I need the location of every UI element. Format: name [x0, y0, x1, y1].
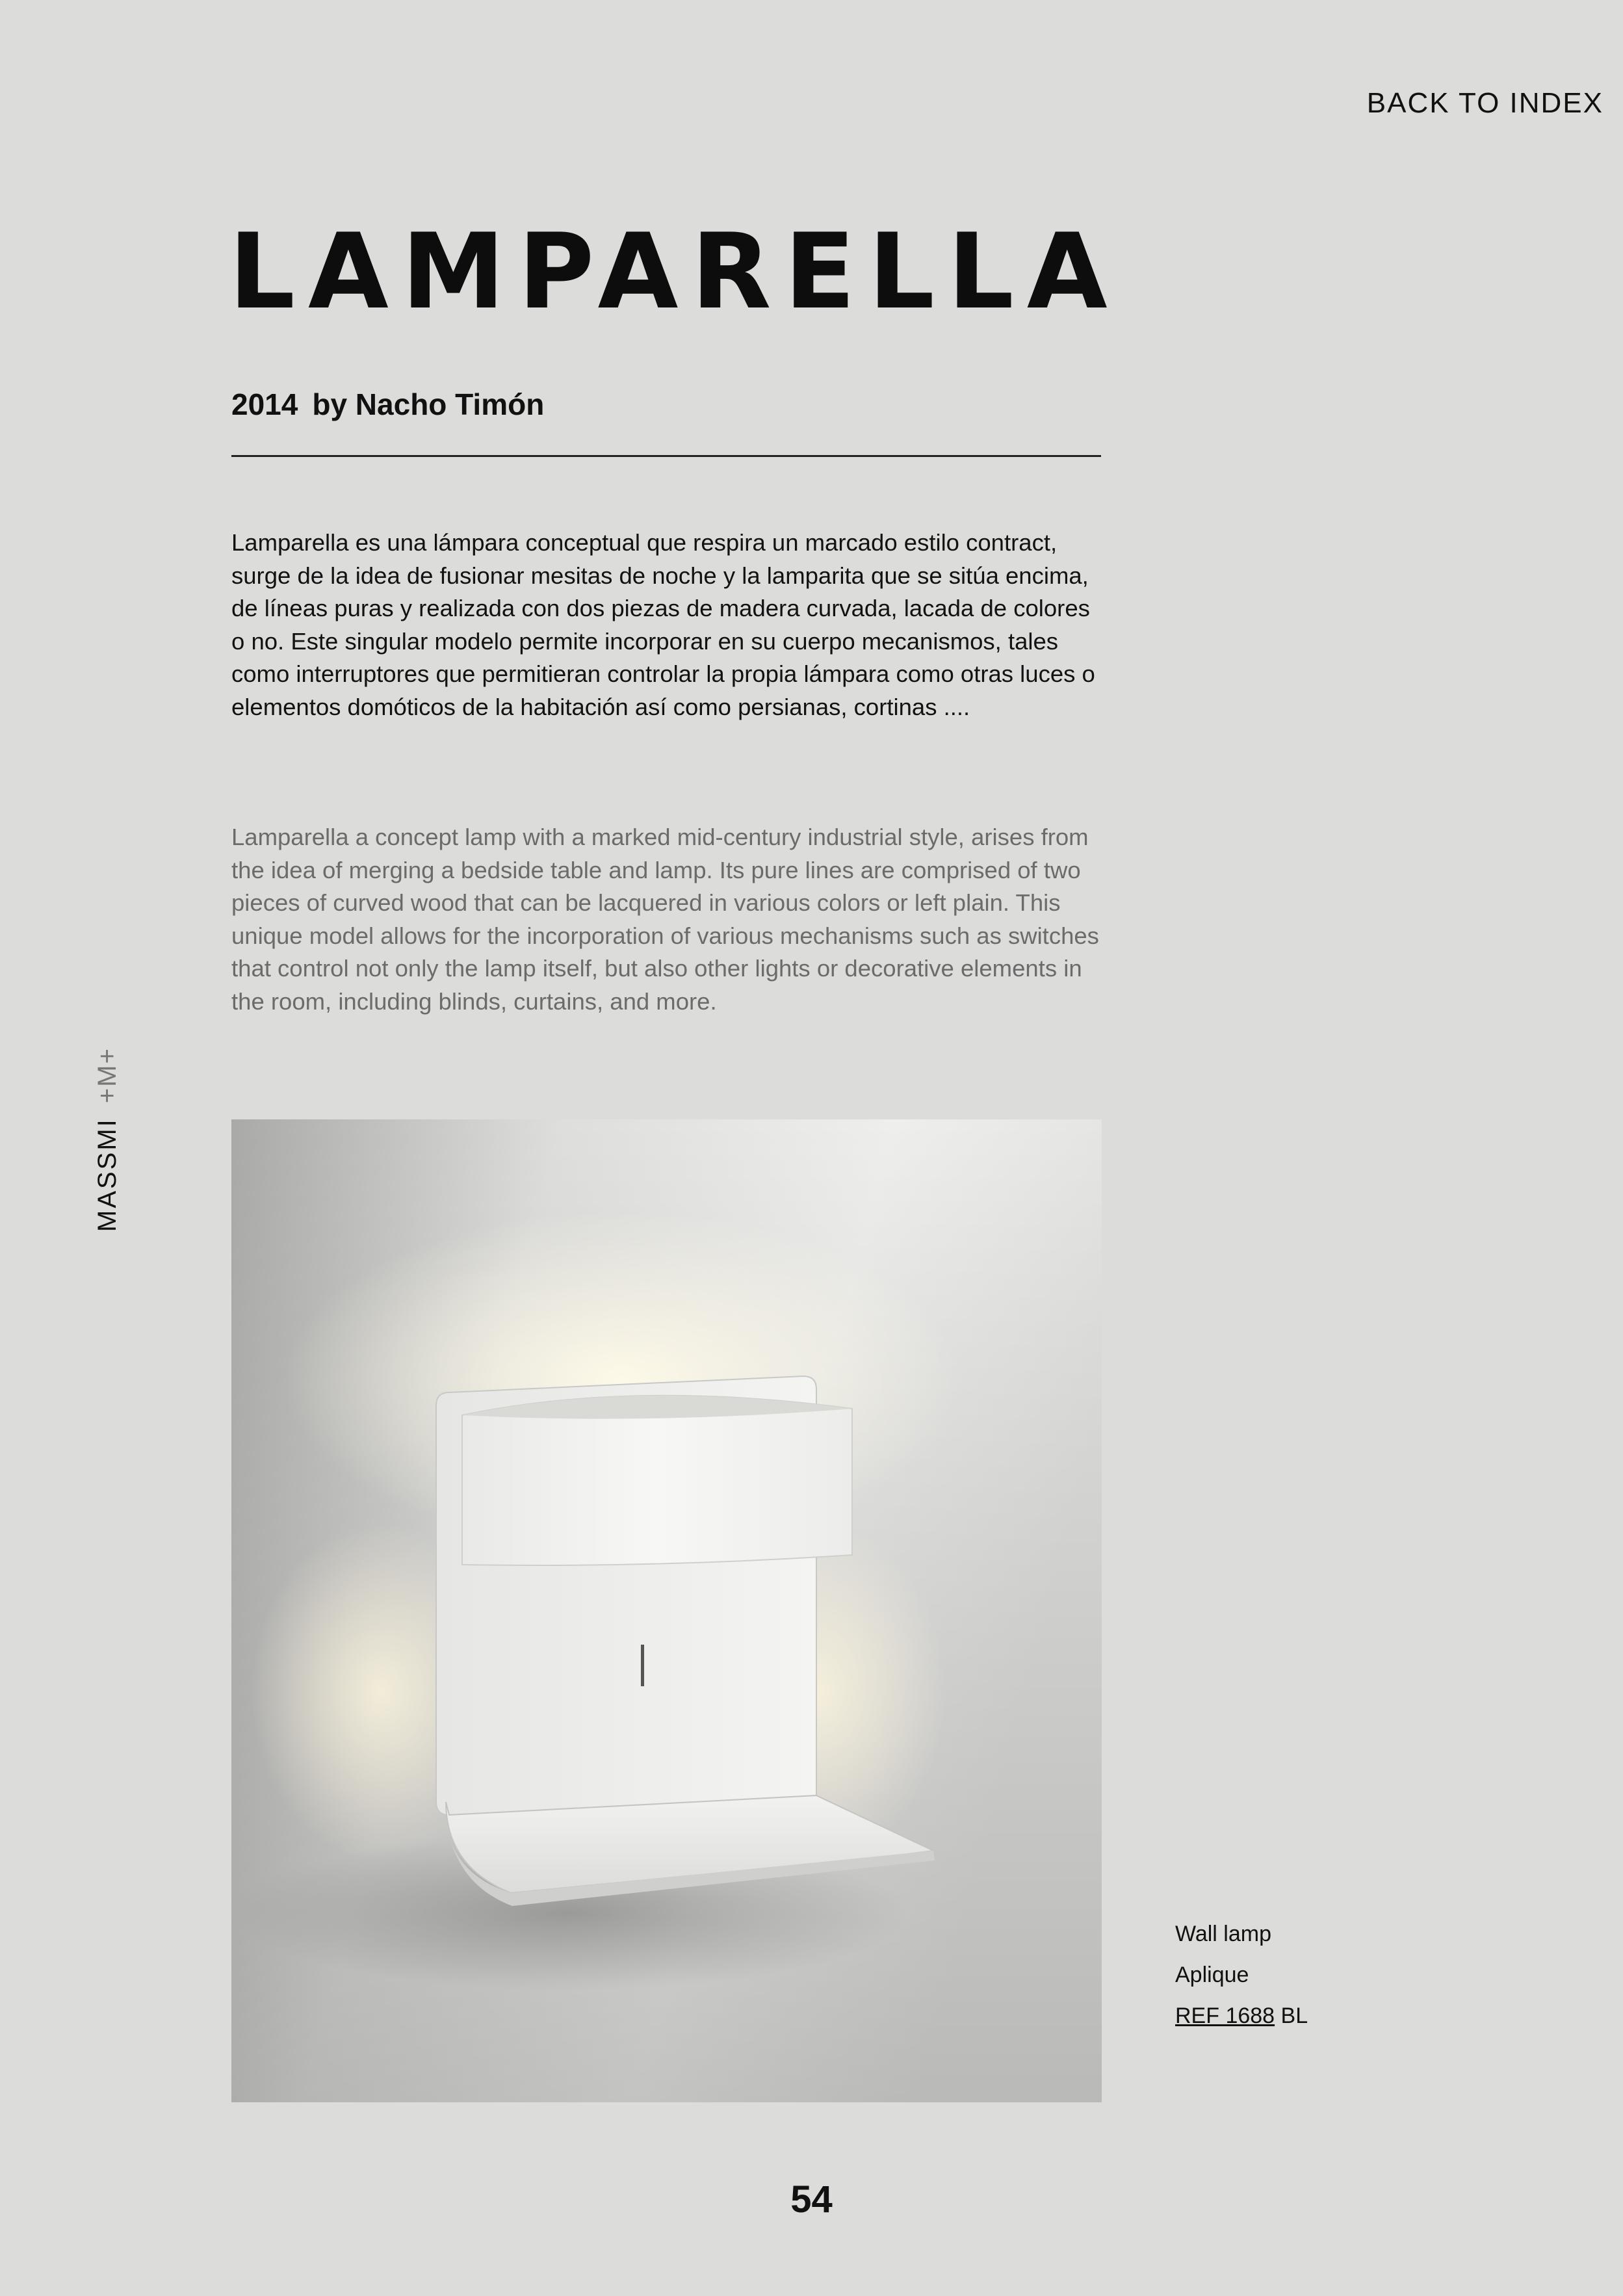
description-english: Lamparella a concept lamp with a marked mid-century industrial style, arises from the idea of merging a bedside table and lamp. Its pure lines are comprised of two pieces of curved wood that can be lacquered in various colors or left plain. This unique model allows for the incorporation of various mechanisms such as switches that control not only the lamp itself, but also other lights or decorative elements in the room, including blinds, curtains, and more.	[231, 824, 1099, 1015]
reference-suffix: BL	[1280, 2003, 1308, 2028]
side-brand-logo	[91, 1047, 123, 1232]
page-number: 54	[790, 2178, 833, 2221]
brand-mark-icon: +M+	[92, 1047, 122, 1104]
product-photo	[231, 1119, 1102, 2102]
product-caption	[1175, 1914, 1308, 2037]
product-meta	[231, 387, 544, 422]
product-designer: by Nacho Timón	[312, 387, 545, 421]
reference-link[interactable]: REF 1688	[1175, 2003, 1275, 2028]
caption-type-es: Aplique	[1175, 1963, 1249, 1987]
title-divider	[231, 455, 1101, 457]
back-to-index-link[interactable]: BACK TO INDEX	[1366, 87, 1604, 119]
product-title: LAMPARELLA	[229, 211, 1121, 332]
product-year: 2014	[231, 387, 298, 421]
description-spanish: Lamparella es una lámpara conceptual que respira un marcado estilo contract, surge de la idea de fusionar mesitas de noche y la lamparita que se sitúa encima, de líneas puras y realizada con dos piezas de madera curvada, lacada de colores o no. Este singular modelo permite incorporar en su cuerpo mecanismos, tales como interruptores que permitieran controlar la propia lámpara como otras luces o elementos domóticos de la habitación así como persianas, cortinas ....	[231, 529, 1095, 720]
caption-type-en: Wall lamp	[1175, 1922, 1271, 1946]
caption-reference	[1175, 1996, 1308, 2037]
brand-name: MASSMI	[92, 1117, 122, 1232]
